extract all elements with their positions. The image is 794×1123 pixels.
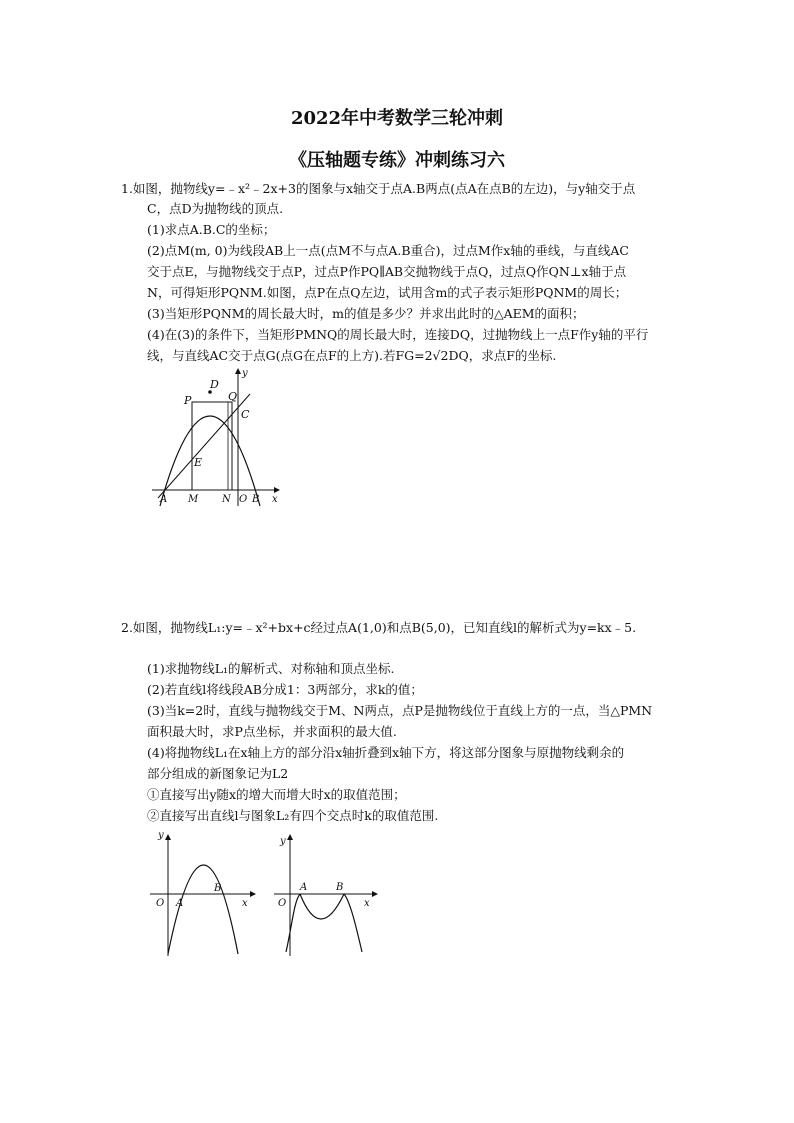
q1-label-x: x <box>272 494 278 505</box>
q2-line-6: (4)将抛物线L₁在x轴上方的部分沿x轴折叠到x轴下方，将这部分图象与原抛物线剩余的 <box>147 745 625 760</box>
q2-fig2-label-x: x <box>364 898 370 909</box>
q2-figure-2 <box>272 826 382 958</box>
q2-line-2: (1)求抛物线L₁的解析式、对称轴和顶点坐标. <box>147 661 395 676</box>
q2-fig2-label-y: y <box>280 836 286 847</box>
q2-fig2-label-o: O <box>278 898 287 909</box>
q1-label-d: D <box>210 378 219 391</box>
q2-fig1-label-o: O <box>156 898 165 909</box>
q1-line-2: C，点D为抛物线的顶点. <box>147 201 284 216</box>
q1-line-8: (4)在(3)的条件下，当矩形PMNQ的周长最大时，连接DQ，过抛物线上一点F作y轴的平行 <box>147 327 649 342</box>
q1-line-6: N，可得矩形PQNM.如图，点P在点Q左边，试用含m的式子表示矩形PQNM的周长； <box>147 285 628 300</box>
q1-line-5: 交于点E，与抛物线交于点P，过点P作PQ∥AB交抛物线于点Q，过点Q作QN⊥x轴于点 <box>147 264 627 279</box>
q2-line-1: 2.如图，抛物线L₁:y=﹣x²+bx+c经过点A(1,0)和点B(5,0)，已知直线l的解析式为y=kx﹣5. <box>121 620 637 635</box>
q2-fig1-label-y: y <box>158 830 164 841</box>
q1-label-a: A <box>160 494 168 505</box>
q2-line-4: (3)当k=2时，直线与抛物线交于M、N两点，点P是抛物线位于直线上方的一点，当△PMN <box>147 703 653 718</box>
q1-label-c: C <box>241 408 250 421</box>
page-subtitle: 《压轴题专练》冲刺练习六 <box>289 150 505 171</box>
q2-line-8: ①直接写出y随x的增大而增大时x的取值范围； <box>147 787 406 802</box>
q1-label-o: O <box>239 494 248 505</box>
q2-line-5: 面积最大时，求P点坐标，并求面积的最大值. <box>147 724 397 739</box>
q2-fig1-label-a: A <box>176 898 184 909</box>
q1-label-q: Q <box>228 390 238 403</box>
q2-fig1-label-b: B <box>214 883 222 894</box>
q1-line-4: (2)点M(m, 0)为线段AB上一点(点M不与点A.B重合)，过点M作x轴的垂线，与直线AC <box>147 243 629 258</box>
q1-line-3: (1)求点A.B.C的坐标； <box>147 222 276 237</box>
q2-line-3: (2)若直线l将线段AB分成1：3两部分，求k的值； <box>147 682 423 697</box>
q1-label-b: B <box>252 494 260 505</box>
q2-figure-1 <box>146 826 258 958</box>
q1-line-7: (3)当矩形PQNM的周长最大时，m的值是多少？并求出此时的△AEM的面积； <box>147 306 585 321</box>
q1-label-m: M <box>188 494 199 505</box>
q1-label-e: E <box>194 456 203 469</box>
q1-figure <box>148 366 288 508</box>
q2-fig2-label-a: A <box>300 882 308 893</box>
q1-label-y: y <box>242 368 248 379</box>
q1-line-9: 线，与直线AC交于点G(点G在点F的上方).若FG=2√2DQ，求点F的坐标. <box>147 348 557 363</box>
q2-fig1-label-x: x <box>242 898 248 909</box>
q1-label-n: N <box>222 494 231 505</box>
q2-line-9: ②直接写出直线l与图象L₂有四个交点时k的取值范围. <box>147 808 439 823</box>
q2-line-7: 部分组成的新图象记为L2 <box>147 766 289 781</box>
q2-fig2-label-b: B <box>336 882 344 893</box>
q1-label-p: P <box>184 394 192 407</box>
q1-line-1: 1.如图，抛物线y=﹣x²﹣2x+3的图象与x轴交于点A.B两点(点A在点B的左边)，与y轴交于点 <box>121 181 636 196</box>
page-title: 2022年中考数学三轮冲刺 <box>290 108 504 129</box>
